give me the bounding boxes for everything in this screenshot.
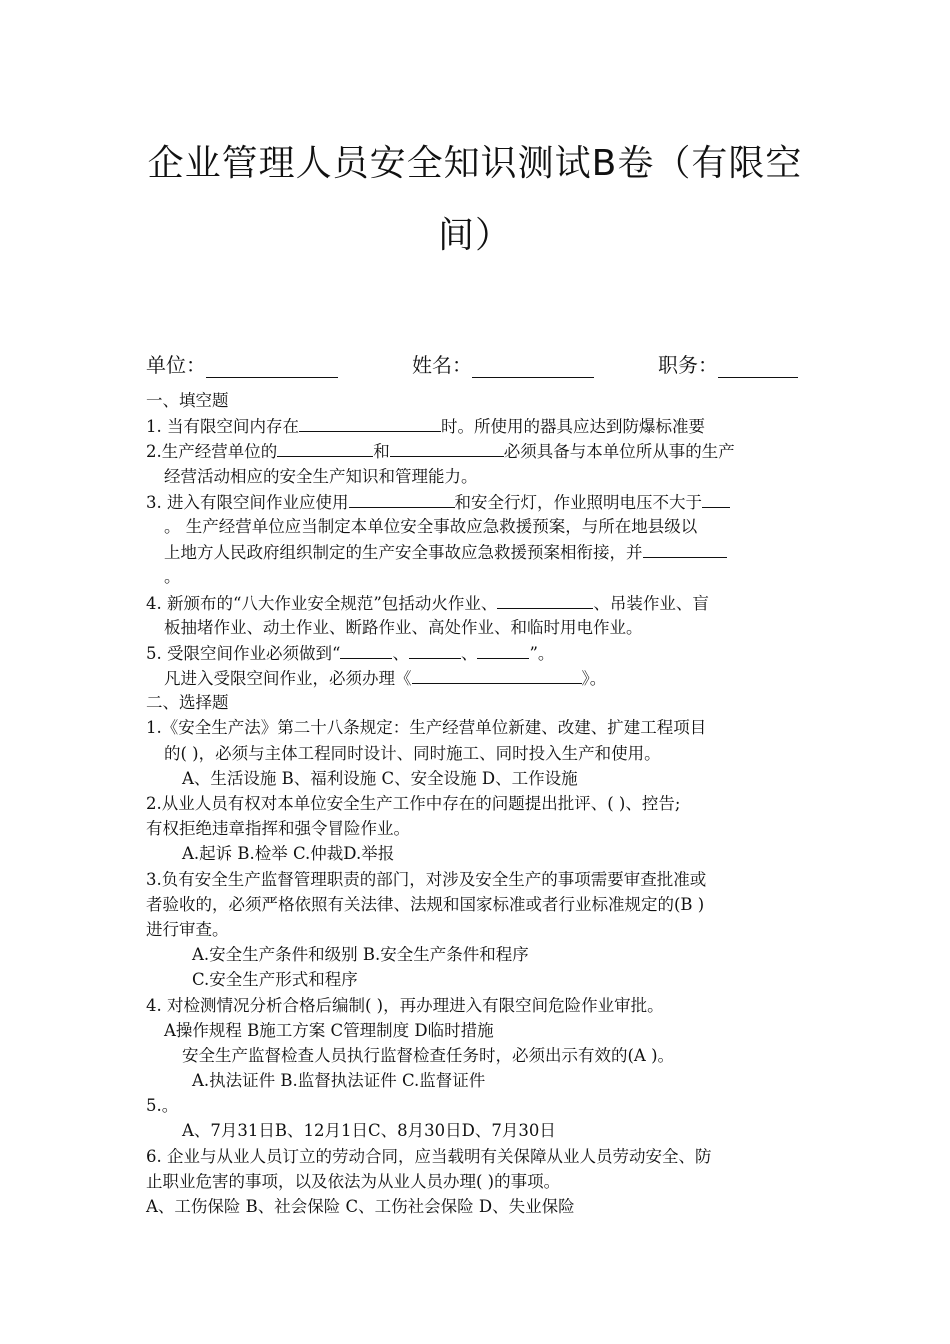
fill-q1-text-b: 时。所使用的器具应达到防爆标准要 [441,417,705,437]
fill-q5-cont [146,665,806,690]
fill-q5-blank-1[interactable] [340,640,392,659]
choice-q2: 2.从业人员有权对本单位安全生产工作中存在的问题提出批评、( )、控告; [146,794,681,813]
choice-q3-cont-2: 进行审查。 [146,919,229,939]
choice-q3-options-2: C.安全生产形式和程序 [192,970,358,990]
name-label: 姓名： [412,353,472,377]
unit-field [146,348,338,378]
fill-q2-cont: 经营活动相应的安全生产知识和管理能力。 [164,466,478,486]
choice-q4: 4. 对检测情况分析合格后编制( )，再办理进入有限空间危险作业审批。 [146,995,664,1015]
choice-q6-cont: 止职业危害的事项，以及依法为从业人员办理( )的事项。 [146,1171,561,1191]
fill-q5-text-a: 5. 受限空间作业必须做到“ [146,643,341,663]
fill-q5-blank-2[interactable] [409,640,461,659]
fill-q4-cont: 板抽堵作业、动土作业、断路作业、高处作业、和临时用电作业。 [164,617,643,637]
fill-q2 [146,438,806,463]
fill-q2-text-b: 和 [373,442,390,462]
fill-q4-blank[interactable] [497,590,593,609]
position-label: 职务： [658,353,718,377]
choice-q1: 1.《安全生产法》第二十八条规定：生产经营单位新建、改建、扩建工程项目 [146,718,707,738]
fill-q5-text-d: 》。 [581,669,607,689]
fill-q3-cont-1: 。 生产经营单位应当制定本单位安全事故应急救援预案，与所在地县级以 [164,516,698,536]
choice-q5: 5.。 [146,1096,179,1116]
fill-q3-cont-2 [146,539,806,564]
fill-q5 [146,640,806,665]
fill-q5-sep-1: 、 [392,643,409,663]
choice-q4-extra: 安全生产监督检查人员执行监督检查任务时，必须出示有效的(A )。 [182,1045,675,1065]
choice-q5-options: A、7月31日B、12月1日C、8月30日D、7月30日 [182,1121,556,1141]
fill-q5-blank-4[interactable] [412,665,582,684]
choice-q1-options: A、生活设施 B、福利设施 C、安全设施 D、工作设施 [182,768,578,788]
title-line-2: 间） [437,215,512,256]
page-title [130,128,820,272]
fill-q3 [146,489,806,514]
position-field [658,348,798,378]
choice-q4-options: A操作规程 B施工方案 C管理制度 D临时措施 [164,1020,494,1040]
choice-q2-cont: 有权拒绝违章指挥和强令冒险作业。 [146,819,410,839]
fill-q3-text-b: 和安全行灯，作业照明电压不大于 [454,492,702,512]
position-blank[interactable] [718,355,798,378]
choice-q4-extra-options: A.执法证件 B.监督执法证件 C.监督证件 [192,1071,486,1091]
fill-q3-text-d: 上地方人民政府组织制定的生产安全事故应急救援预案相衔接，并 [164,543,643,563]
choice-q3: 3.负有安全生产监督管理职责的部门，对涉及安全生产的事项需要审查批准或 [146,869,707,889]
fill-q5-text-b: ”。 [529,643,555,663]
fill-q2-blank-1[interactable] [277,438,373,457]
fill-q1 [146,413,806,438]
fill-q2-text-c: 必须具备与本单位所从事的生产 [503,442,735,462]
info-header [146,348,806,380]
unit-blank[interactable] [206,355,338,378]
fill-q3-blank-2[interactable] [702,489,730,508]
choice-q6: 6. 企业与从业人员订立的劳动合同，应当载明有关保障从业人员劳动安全、防 [146,1146,712,1166]
fill-q5-blank-3[interactable] [477,640,529,659]
fill-q2-blank-2[interactable] [390,438,504,457]
unit-label: 单位： [146,353,206,377]
section-heading-choice: 二、选择题 [146,693,229,713]
fill-q4-text-a: 4. 新颁布的“八大作业安全规范”包括动火作业、 [146,593,498,613]
section-heading-fill: 一、填空题 [146,391,229,410]
name-blank[interactable] [472,355,594,378]
choice-q2-options: A.起诉 B.检举 C.仲裁D.举报 [182,844,395,864]
fill-q3-blank-3[interactable] [643,539,727,558]
fill-q1-blank[interactable] [299,413,441,432]
name-field [412,348,594,378]
exam-body [146,388,806,1219]
choice-q1-cont: 的( )，必须与主体工程同时设计、同时施工、同时投入生产和使用。 [164,743,661,763]
fill-q4 [146,590,806,615]
choice-q3-cont-1: 者验收的，必须严格依照有关法律、法规和国家标准或者行业标准规定的(B ) [146,894,705,914]
fill-q3-blank-1[interactable] [349,489,455,508]
choice-q3-options-1: A.安全生产条件和级别 B.安全生产条件和程序 [192,945,529,965]
fill-q5-text-c: 凡进入受限空间作业，必须办理《 [164,669,412,689]
fill-q4-text-b: 、吊装作业、盲 [593,593,709,613]
fill-q1-text-a: 1. 当有限空间内存在 [146,417,299,437]
fill-q3-text-a: 3. 进入有限空间作业应使用 [146,492,349,512]
fill-q3-cont-3: 。 [164,567,181,587]
fill-q5-sep-2: 、 [460,643,478,663]
choice-q6-options: A、工伤保险 B、社会保险 C、工伤社会保险 D、失业保险 [146,1197,575,1216]
title-line-1: 企业管理人员安全知识测试B卷（有限空 [147,143,803,184]
fill-q2-text-a: 2.生产经营单位的 [146,442,278,462]
